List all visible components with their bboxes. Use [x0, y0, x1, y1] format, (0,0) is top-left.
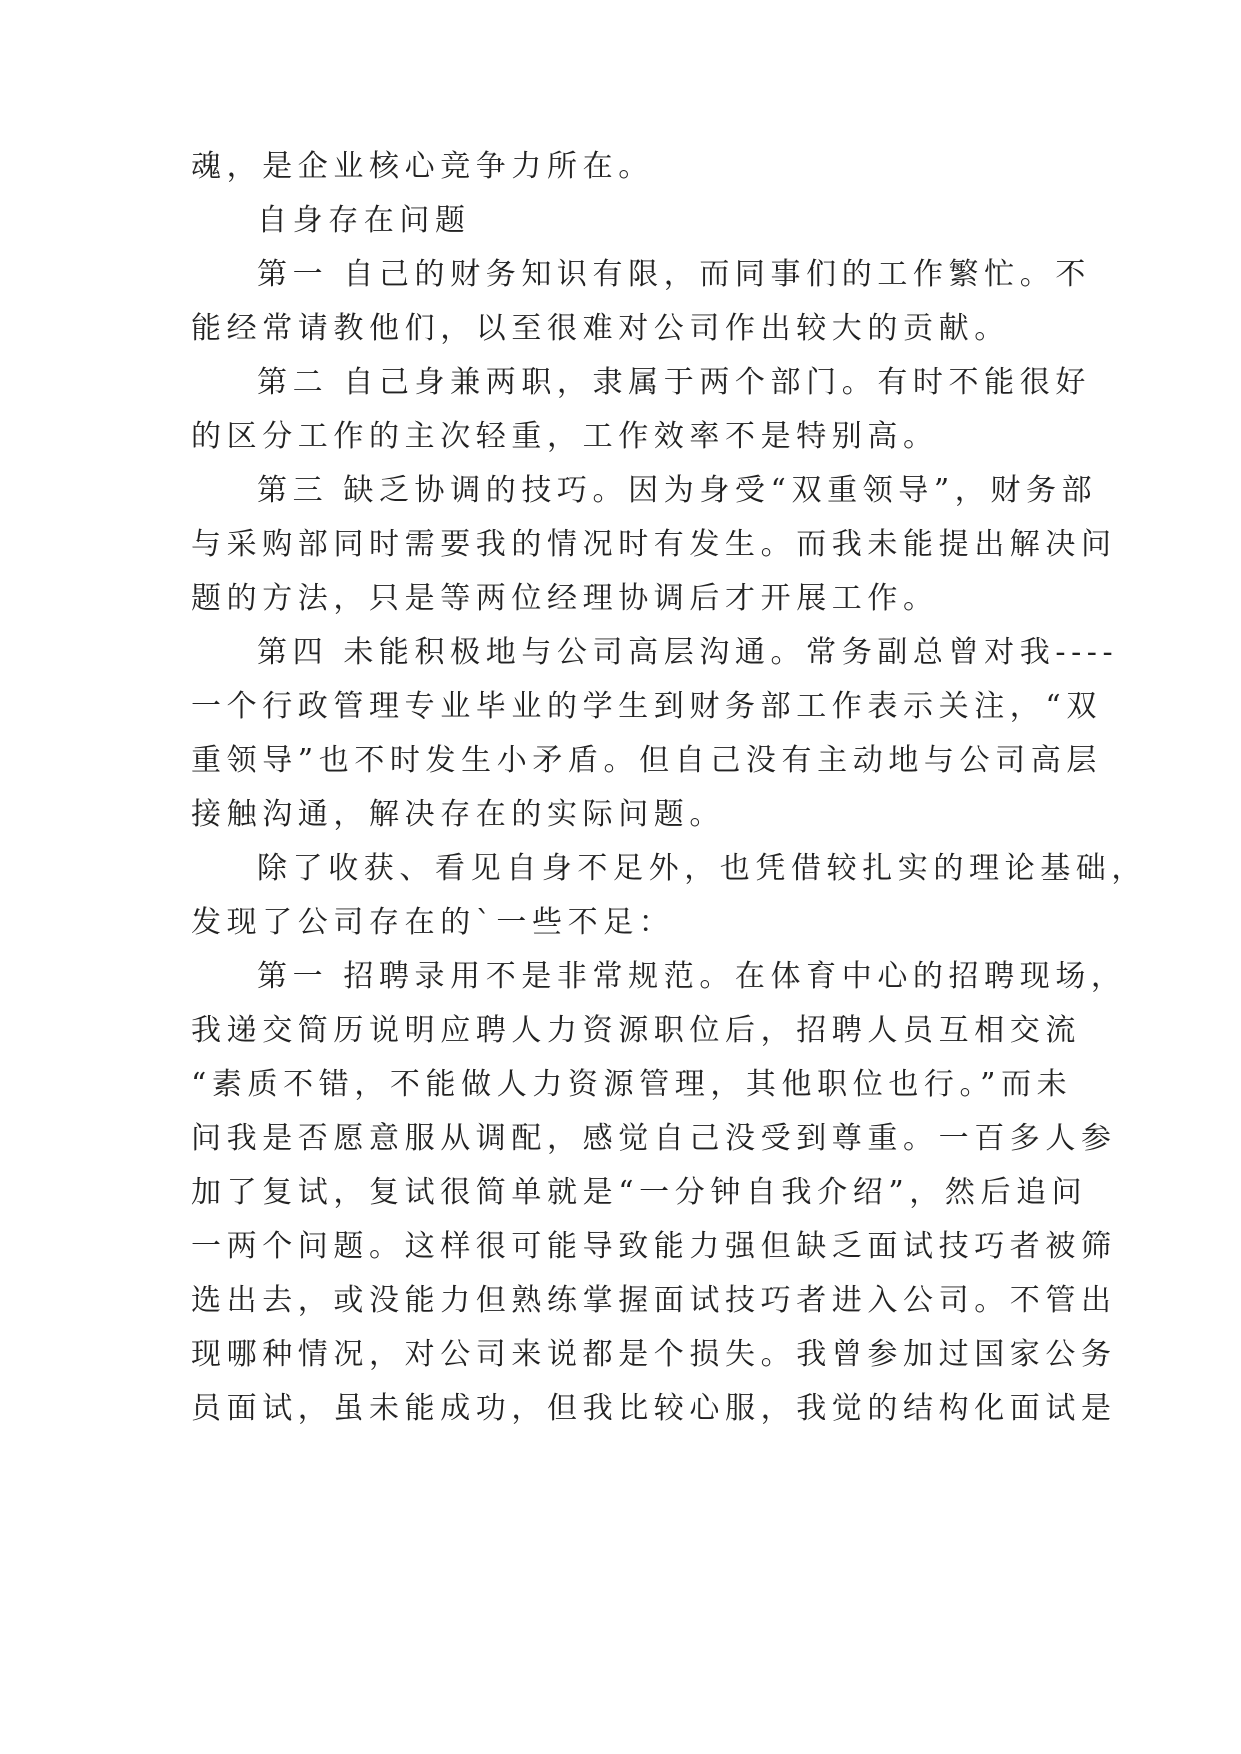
- text-line: 除了收获、看见自身不足外，也凭借较扎实的理论基础，: [257, 851, 1147, 886]
- text-line: 第一 自己的财务知识有限，而同事们的工作繁忙。不: [257, 257, 1091, 292]
- text-line: 与采购部同时需要我的情况时有发生。而我未能提出解决问: [191, 527, 1117, 562]
- text-line: 接触沟通，解决存在的实际问题。: [191, 797, 725, 832]
- text-line: 能经常请教他们，以至很难对公司作出较大的贡献。: [191, 311, 1010, 346]
- text-line: 的区分工作的主次轻重，工作效率不是特别高。: [191, 419, 939, 454]
- text-line: 重领导”也不时发生小矛盾。但自己没有主动地与公司高层: [191, 743, 1102, 778]
- text-line: 发现了公司存在的`一些不足：: [191, 905, 675, 940]
- text-line: 第四 未能积极地与公司高层沟通。常务副总曾对我----: [257, 635, 1119, 670]
- text-line: 第二 自己身兼两职，隶属于两个部门。有时不能很好: [257, 365, 1091, 400]
- text-line: 第三 缺乏协调的技巧。因为身受“双重领导”，财务部: [257, 473, 1098, 508]
- text-line: 题的方法，只是等两位经理协调后才开展工作。: [191, 581, 939, 616]
- text-line: “素质不错，不能做人力资源管理，其他职位也行。”而未: [191, 1067, 1073, 1102]
- text-line: 加了复试，复试很简单就是“一分钟自我介绍”，然后追问: [191, 1175, 1088, 1210]
- text-line: 第一 招聘录用不是非常规范。在体育中心的招聘现场，: [257, 959, 1127, 994]
- text-line: 现哪种情况，对公司来说都是个损失。我曾参加过国家公务: [191, 1337, 1117, 1372]
- text-line: 问我是否愿意服从调配，感觉自己没受到尊重。一百多人参: [191, 1121, 1117, 1156]
- text-line: 员面试，虽未能成功，但我比较心服，我觉的结构化面试是: [191, 1391, 1117, 1426]
- text-line: 选出去，或没能力但熟练掌握面试技巧者进入公司。不管出: [191, 1283, 1117, 1318]
- section-heading: 自身存在问题: [257, 203, 471, 238]
- text-line: 一个行政管理专业毕业的学生到财务部工作表示关注，“双: [191, 689, 1102, 724]
- text-line: 一两个问题。这样很可能导致能力强但缺乏面试技巧者被筛: [191, 1229, 1117, 1264]
- text-line: 我递交简历说明应聘人力资源职位后，招聘人员互相交流: [191, 1013, 1081, 1048]
- text-line: 魂，是企业核心竞争力所在。: [191, 149, 654, 184]
